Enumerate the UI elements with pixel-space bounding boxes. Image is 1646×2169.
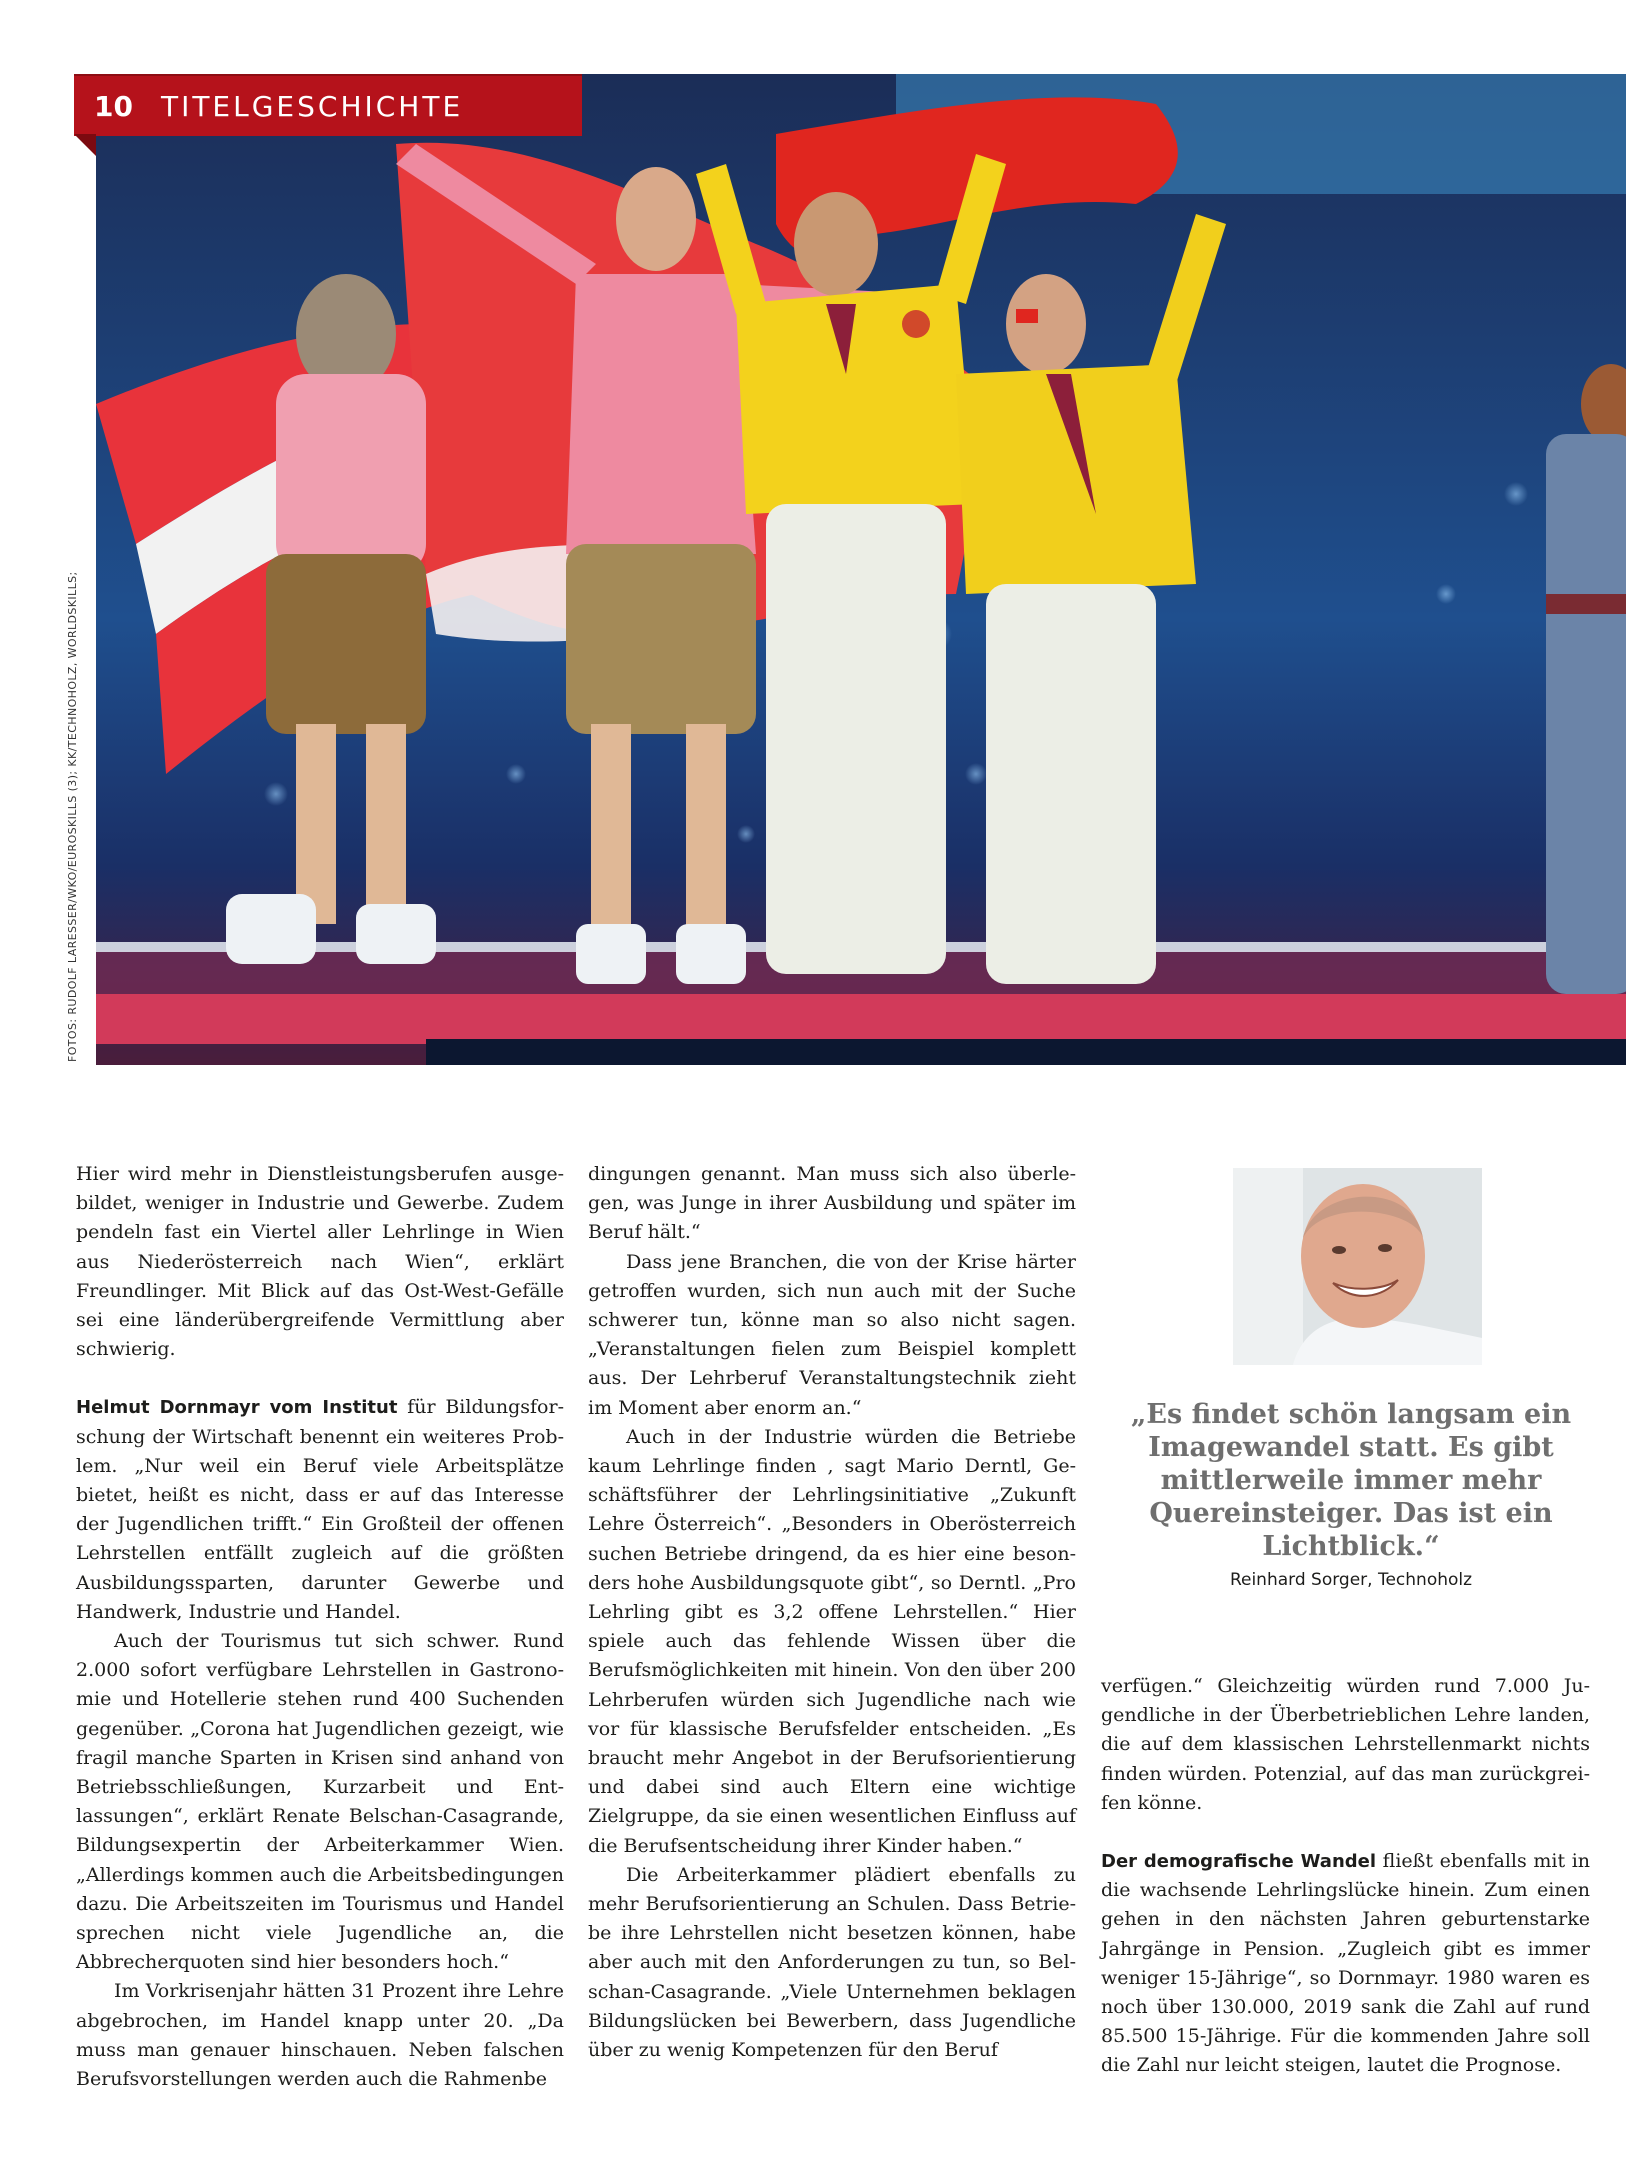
article-column-1 [76,1160,564,2094]
paragraph: verfügen.“ Gleichzeitig würden rund 7.000 Jugendliche in der Überbetrieblichen Lehre landen, die auf dem klassischen Lehrstellenmarkt nichts finden würden. Potenzial, auf das man zurückgreifen könne. [1101,1675,1590,1814]
page-number: 10 [94,89,133,123]
stage-edge [426,1039,1626,1065]
paragraph-lead: Der demografische Wandel [1101,1851,1377,1873]
paragraph: Die Arbeiterkammer plädiert ebenfalls zu mehr Berufsorientierung an Schulen. Dass Betriebe ihre Lehrstellen nicht besetzen können, habe aber auch mit den Anforderungen zu tun, so Belschan-Casagrande. „Viele Unternehmen beklagen Bildungslücken bei Bewerbern, dass Jugendliche über zu wenig Kompetenzen für den Beruf [588,1863,1076,2062]
section-title: TITELGESCHICHTE [160,89,464,123]
banner-fold [74,134,96,156]
paragraph-lead: Helmut Dornmayr vom Institut [76,1397,398,1419]
hero-photo [96,74,1626,1065]
paragraph: Im Vorkrisenjahr hätten 31 Prozent ihre Lehre abgebrochen, im Handel knapp unter 20. „Da muss man genauer hinschauen. Neben falschen Berufsvorstellungen werden auch die Rahmenbe [76,1980,564,2091]
person-right-edge [1546,364,1626,994]
article-column-2 [588,1160,1076,2065]
section-banner [74,74,582,136]
paragraph: Hier wird mehr in Dienstleistungsberufen ausgebildet, weniger in Industrie und Gewerbe. Zudem pendeln fast ein Viertel aller Lehrlinge in Wien aus Niederösterreich nach Wien“, erklärt Freundlinger. Mit Blick auf das Ost-West-Gefälle sei eine länderübergreifende Vermittlung aber schwierig. [76,1163,564,1361]
pull-quote: „Es findet schön langsam ein Imagewandel statt. Es gibt mittlerweile immer mehr Quereinsteiger. Das ist ein Lichtblick.“ [1130,1399,1572,1562]
article-column-3 [1101,1672,1590,2081]
paragraph: Auch in der Industrie würden die Betriebe kaum Lehrlinge finden , sagt Mario Derntl, Geschäftsführer der Lehrlingsinitiative „Zukunft Lehre Österreich“. „Besonders in Oberösterreich suchen Betriebe dringend, da es hier eine besonders hohe Ausbildungsquote gibt“, so Derntl. „Pro Lehrling gibt es 3,2 offene Lehrstellen.“ Hier spiele auch das fehlende Wissen über die Berufsmöglichkeiten mit hinein. Von den über 200 Lehrberufen würden sich Jugendliche nach wie vor für klassische Berufsfelder entscheiden. „Es braucht mehr Angebot in der Berufsorientierung und dabei sind auch Eltern eine wichtige Zielgruppe, da sie einen wesentlichen Einfluss auf die Berufsentscheidung ihrer Kinder haben.“ [588,1425,1076,1857]
hero-photo-illustration [96,74,1626,1065]
paragraph: Auch der Tourismus tut sich schwer. Rund 2.000 sofort verfügbare Lehrstellen in Gastronomie und Hotellerie stehen rund 400 Suchenden gegenüber. „Corona hat Jugendlichen gezeigt, wie fragil manche Sparten in Krisen sind anhand von Betriebsschließungen, Kurzarbeit und Entlassungen“, erklärt Renate Belschan-Casagrande, Bildungsexpertin der Arbeiterkammer Wien. „Allerdings kommen auch die Arbeitsbedingungen dazu. Die Arbeitszeiten im Tourismus und Handel sprechen nicht viele Jugendliche an, die Abbrecherquoten sind hier besonders hoch.“ [76,1630,564,1974]
stage-floor [96,994,1626,1044]
paragraph [76,1393,564,1627]
paragraph-body: fließt ebenfalls mit in die wachsende Lehrlingslücke hinein. Zum einen gehen in den nächsten Jahren geburtenstarke Jahrgänge in Pension. „Zugleich gibt es immer weniger 15-Jährige“, so Dornmayr. 1980 waren es noch über 130.000, 2019 sank die Zahl auf rund 85.500 15-Jährige. Für die kommenden Jahre soll die Zahl nur leicht steigen, lautet die Prognose. [1101,1850,1591,2077]
paragraph [1101,1847,1590,2081]
paragraph-body: für Bildungsforschung der Wirtschaft benennt ein weiteres Problem. „Nur weil ein Beruf viele Arbeitsplätze bietet, heißt es nicht, dass er auf das Interesse der Jugendlichen trifft.“ Ein Großteil der offenen Lehrstellen entfällt zugleich auf die größten Ausbildungssparten, darunter Gewerbe und Handwerk, Industrie und Handel. [76,1396,564,1623]
pull-quote-author: Reinhard Sorger, Technoholz [1229,1570,1473,1590]
photo-credit: FOTOS: RUDOLF LARESSER/WKO/EUROSKILLS (3); KK/TECHNOHOLZ, WORLDSKILLS; [66,571,79,1062]
paragraph: Dass jene Branchen, die von der Krise härter getroffen wurden, sich nun auch mit der Suche schwerer tun, könne man so also nicht sagen. „Veranstaltungen fielen zum Beispiel komplett aus. Der Lehrberuf Veranstaltungstechnik zieht im Moment aber enorm an.“ [588,1250,1076,1419]
portrait-illustration [1233,1168,1482,1365]
portrait-photo-reinhard-sorger [1233,1168,1482,1365]
paragraph: dingungen genannt. Man muss sich also überlegen, was Junge in ihrer Ausbildung und später im Beruf hält.“ [588,1163,1076,1244]
